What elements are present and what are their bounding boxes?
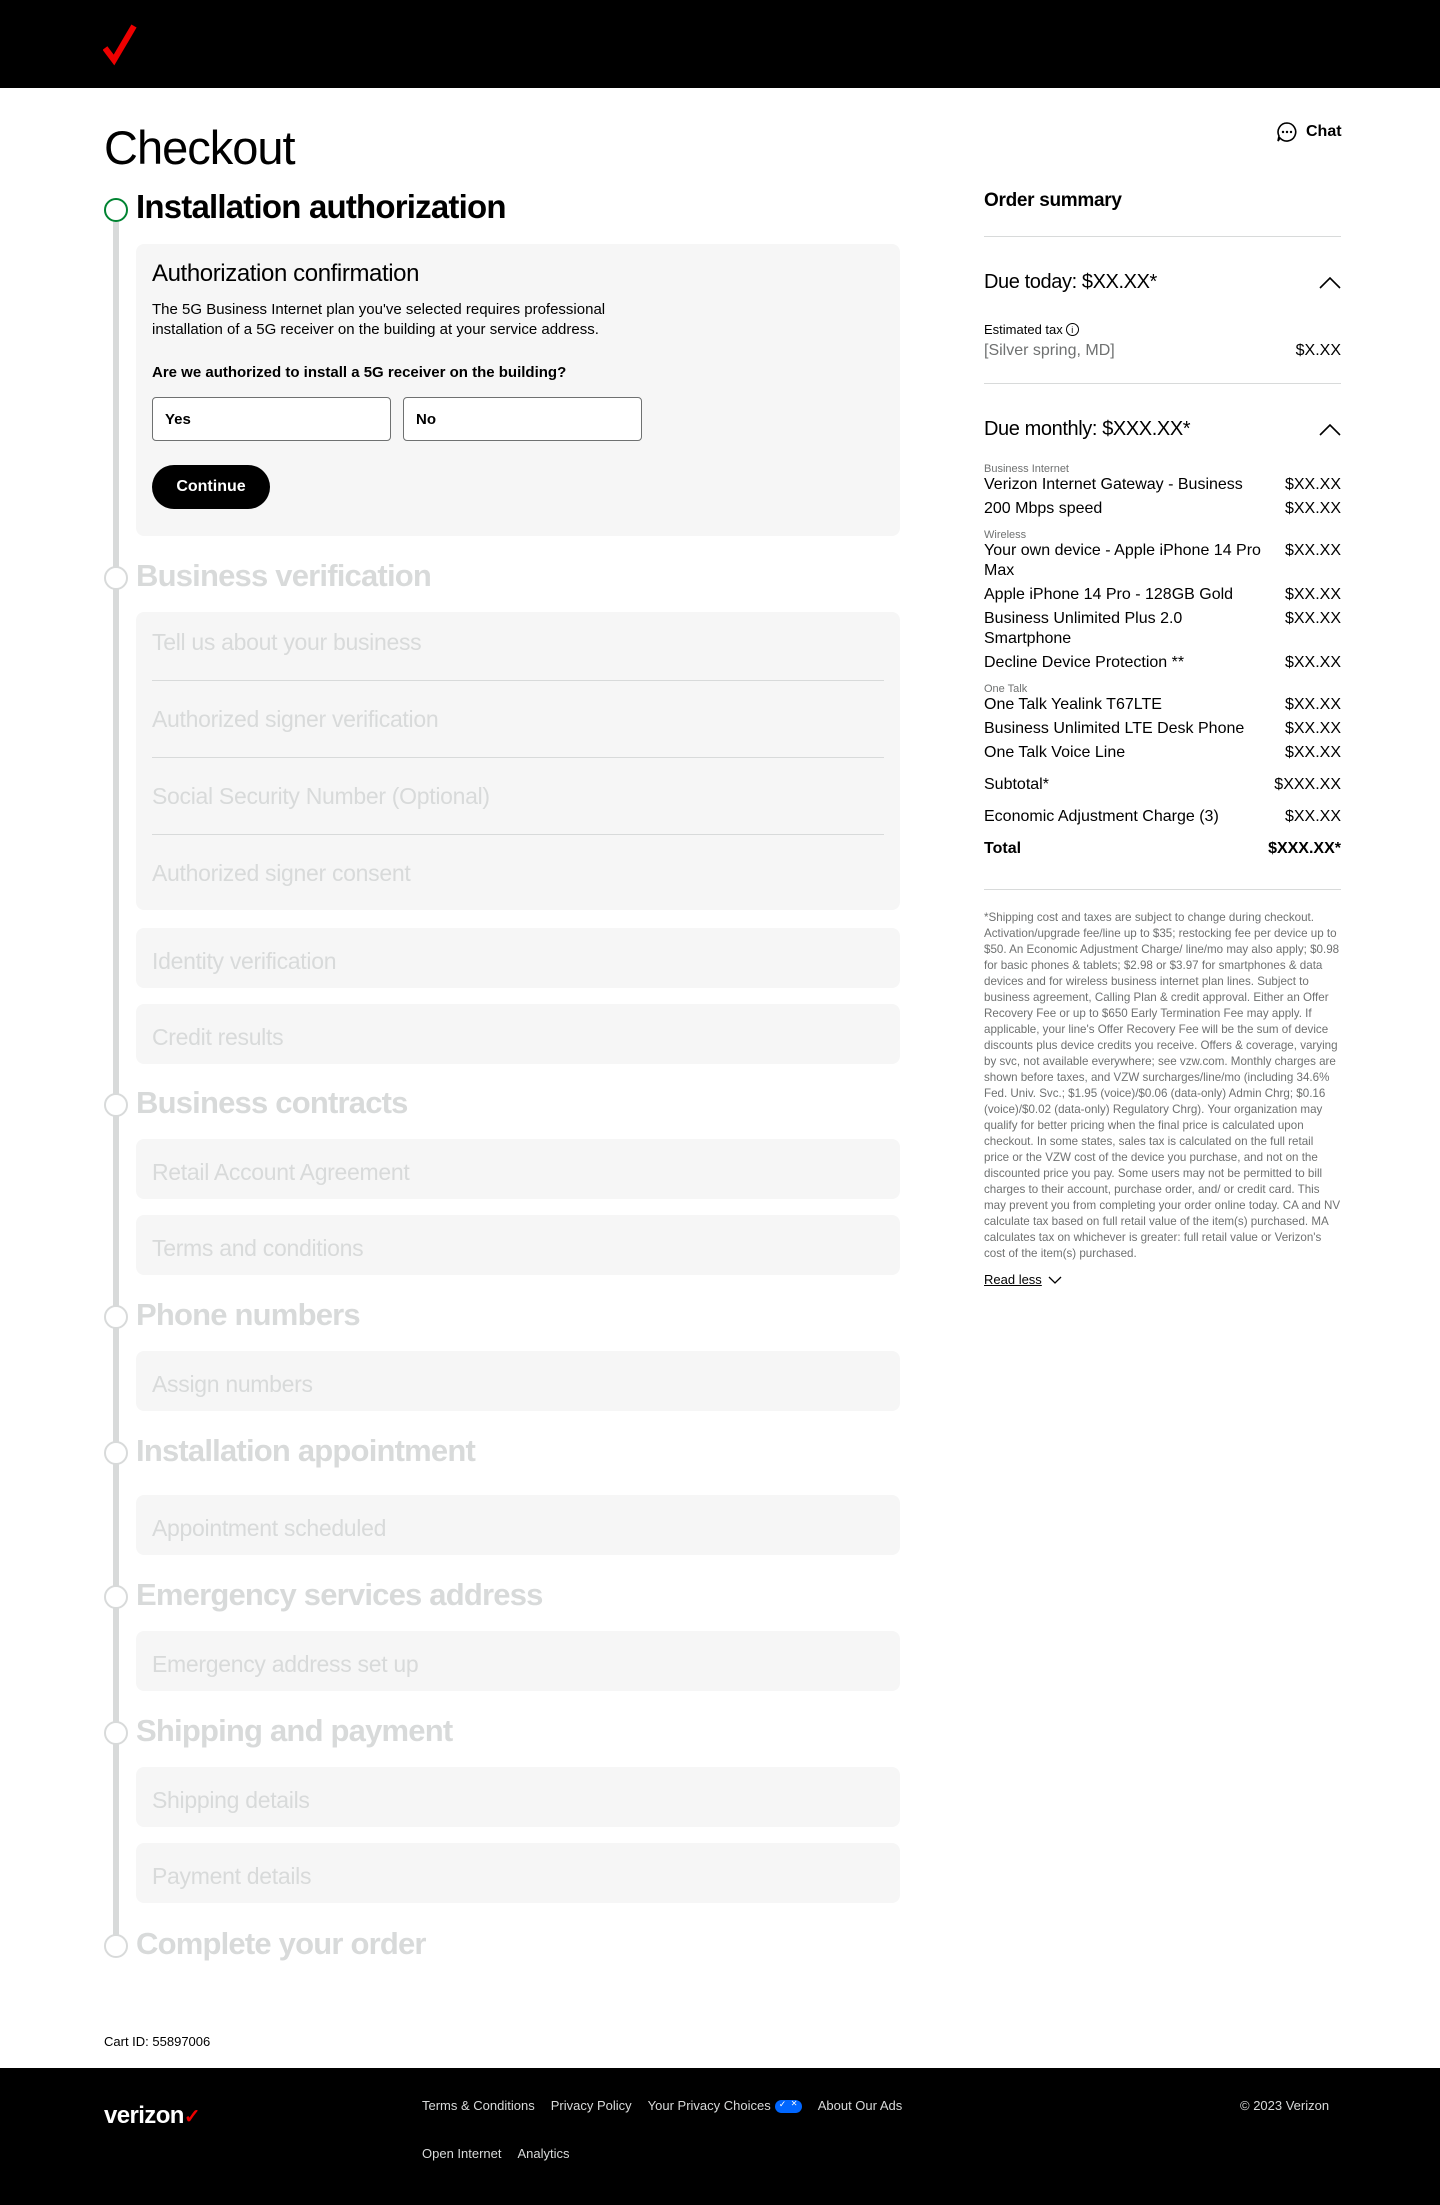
chat-label: Chat bbox=[1306, 123, 1342, 140]
divider bbox=[152, 757, 884, 758]
subtotal-row bbox=[984, 775, 1341, 795]
line-item bbox=[984, 695, 1341, 715]
group-label-wireless: Wireless bbox=[984, 529, 1027, 541]
read-less-label: Read less bbox=[984, 1272, 1042, 1287]
footer-links-row-2 bbox=[422, 2146, 570, 2161]
identity-verification-panel: Identity verification bbox=[136, 928, 900, 988]
item-price: $XX.XX bbox=[1284, 654, 1341, 671]
step-title-emergency-services-address: Emergency services address bbox=[136, 1577, 543, 1612]
line-item bbox=[984, 719, 1341, 739]
divider bbox=[984, 236, 1341, 237]
eac-row bbox=[984, 807, 1341, 827]
step-indicator-active bbox=[104, 198, 128, 222]
step-indicator bbox=[104, 1934, 128, 1958]
footer-link-about-ads[interactable]: About Our Ads bbox=[817, 2098, 903, 2113]
step-indicator bbox=[104, 1721, 128, 1745]
item-name: Apple iPhone 14 Pro - 128GB Gold bbox=[984, 586, 1234, 603]
order-summary bbox=[984, 190, 1341, 1289]
estimated-tax-text: Estimated tax bbox=[984, 322, 1063, 337]
authorization-panel bbox=[136, 244, 900, 536]
line-item bbox=[984, 609, 1341, 649]
terms-and-conditions-panel: Terms and conditions bbox=[136, 1215, 900, 1275]
group-label-business-internet: Business Internet bbox=[984, 463, 1069, 475]
step-title-shipping-and-payment: Shipping and payment bbox=[136, 1713, 453, 1748]
total-row bbox=[984, 839, 1341, 859]
monthly-items bbox=[984, 463, 1341, 859]
line-item bbox=[984, 541, 1341, 581]
privacy-choices-icon bbox=[775, 2100, 802, 2113]
eac-value: $XX.XX bbox=[1284, 808, 1341, 825]
cart-id: Cart ID: 55897006 bbox=[104, 2034, 211, 2049]
verizon-check-logo-icon[interactable] bbox=[103, 24, 137, 66]
emergency-address-panel: Emergency address set up bbox=[136, 1631, 900, 1691]
item-price: $XX.XX bbox=[1284, 720, 1341, 737]
item-name: Your own device - Apple iPhone 14 Pro Max bbox=[984, 542, 1261, 579]
shipping-details-panel: Shipping details bbox=[136, 1767, 900, 1827]
due-today-label: Due today: $XX.XX* bbox=[984, 271, 1157, 293]
privacy-choices-label: Your Privacy Choices bbox=[647, 2098, 771, 2113]
appointment-scheduled-panel: Appointment scheduled bbox=[136, 1495, 900, 1555]
item-price: $XX.XX bbox=[1284, 476, 1341, 493]
tax-location: [Silver spring, MD] bbox=[984, 342, 1115, 359]
footer-link-open-internet[interactable]: Open Internet bbox=[422, 2146, 502, 2161]
step-title-business-verification: Business verification bbox=[136, 558, 432, 593]
step-title-complete-your-order: Complete your order bbox=[136, 1926, 426, 1961]
item-price: $XX.XX bbox=[1284, 586, 1341, 603]
divider bbox=[984, 889, 1341, 890]
verizon-logo[interactable] bbox=[104, 2102, 200, 2130]
item-price: $XX.XX bbox=[1284, 610, 1341, 627]
copyright: © 2023 Verizon bbox=[1240, 2098, 1330, 2113]
tell-us-about-business-row: Tell us about your business bbox=[152, 629, 422, 655]
step-title-installation-appointment: Installation appointment bbox=[136, 1433, 476, 1468]
step-indicator bbox=[104, 1093, 128, 1117]
chevron-down-icon bbox=[1048, 1276, 1062, 1284]
subtotal-label: Subtotal* bbox=[984, 776, 1049, 793]
logo-check-icon: ✓ bbox=[183, 2106, 200, 2128]
authorization-description: The 5G Business Internet plan you've selected requires professional installation of a 5G receiver on the building at your service address. bbox=[152, 301, 606, 338]
due-monthly-label: Due monthly: $XXX.XX* bbox=[984, 418, 1191, 440]
footer-link-analytics[interactable]: Analytics bbox=[517, 2146, 570, 2161]
step-indicator bbox=[104, 1305, 128, 1329]
step-title-installation-authorization: Installation authorization bbox=[136, 188, 506, 225]
line-item bbox=[984, 475, 1341, 495]
step-title-business-contracts: Business contracts bbox=[136, 1085, 408, 1120]
item-price: $XX.XX bbox=[1284, 696, 1341, 713]
ssn-optional-row: Social Security Number (Optional) bbox=[152, 783, 490, 809]
read-less-link[interactable] bbox=[984, 1272, 1062, 1287]
tax-value: $X.XX bbox=[1295, 342, 1341, 359]
assign-numbers-panel: Assign numbers bbox=[136, 1351, 900, 1411]
retail-account-agreement-panel: Retail Account Agreement bbox=[136, 1139, 900, 1199]
legal-disclaimer: *Shipping cost and taxes are subject to change during checkout. Activation/upgrade fee/line up to $35; restocking fee per device up to $50. An Economic Adjustment Charge/ line/mo may also apply; $0.98 for basic phones & tablets; $2.98 or $3.97 for smartphones & data devices and for wireless business internet plan lines. Subject to business agreement, Calling Plan & credit approval. Either an Offer Recovery Fee or up to $650 Early Termination Fee may apply. If applicable, your line's Offer Recovery Fee will be the sum of device discounts plus device credits you receive. Offers & coverage, varying by svc, not available everywhere; see vzw.com. Monthly charges are shown before taxes, and VZW surcharges/line/mo (including 34.6% Fed. Univ. Svc.; $1.95 (voice)/$0.06 (data-only) Admin Chrg; $0.16 (voice)/$0.02 (data-only) Regulatory Chrg). Your organization may qualify for better pricing when the final price is calculated upon checkout. In some states, sales tax is calculated on the full retail price or the VZW cost of the device you purchase, and not on the discounted price you pay. Some users may not be permitted to bill charges to their account, purchase order, and/ or credit card. This may prevent you from completing your order online today. CA and NV calculate tax based on full retail value of the item(s) purchased. MA calculates tax on whichever is greater: full retail value or Verizon's cost of the item(s) purchased. bbox=[984, 911, 1341, 1260]
logo-wordmark: verizon bbox=[104, 2102, 184, 2129]
subtotal-value: $XXX.XX bbox=[1274, 776, 1341, 793]
divider bbox=[984, 383, 1341, 384]
estimated-tax-label bbox=[984, 322, 1341, 337]
line-item bbox=[984, 743, 1341, 763]
chat-bubble-icon bbox=[1276, 121, 1298, 143]
line-item bbox=[984, 585, 1341, 605]
group-label-one-talk: One Talk bbox=[984, 683, 1028, 695]
item-name: 200 Mbps speed bbox=[984, 500, 1103, 517]
chevron-up-icon bbox=[1319, 277, 1341, 289]
continue-button[interactable]: Continue bbox=[152, 465, 270, 509]
authorization-question: Are we authorized to install a 5G receiver on the building? bbox=[152, 364, 567, 381]
item-price: $XX.XX bbox=[1284, 500, 1341, 517]
order-summary-title: Order summary bbox=[984, 190, 1122, 211]
total-label: Total bbox=[984, 840, 1022, 857]
item-price: $XX.XX bbox=[1284, 542, 1341, 559]
due-today-toggle[interactable] bbox=[984, 271, 1341, 294]
eac-label: Economic Adjustment Charge (3) bbox=[984, 808, 1219, 825]
due-monthly-toggle[interactable] bbox=[984, 418, 1341, 441]
step-title-phone-numbers: Phone numbers bbox=[136, 1297, 360, 1332]
item-name: One Talk Yealink T67LTE bbox=[984, 696, 1162, 713]
footer-link-privacy-policy[interactable]: Privacy Policy bbox=[550, 2098, 632, 2113]
authorization-choices bbox=[152, 397, 884, 441]
item-name: Business Unlimited LTE Desk Phone bbox=[984, 720, 1245, 737]
total-value: $XXX.XX* bbox=[1268, 840, 1341, 857]
footer-link-privacy-choices[interactable] bbox=[648, 2098, 802, 2113]
page-title: Checkout bbox=[104, 121, 295, 174]
chevron-up-icon bbox=[1319, 424, 1341, 436]
item-name: One Talk Voice Line bbox=[984, 744, 1126, 761]
step-indicator bbox=[104, 566, 128, 590]
line-item bbox=[984, 653, 1341, 673]
authorized-signer-consent-row: Authorized signer consent bbox=[152, 860, 411, 886]
item-name: Business Unlimited Plus 2.0 Smartphone bbox=[984, 610, 1183, 647]
business-verification-panel bbox=[136, 612, 900, 910]
line-item bbox=[984, 499, 1341, 519]
footer bbox=[0, 2068, 1440, 2205]
payment-details-panel: Payment details bbox=[136, 1843, 900, 1903]
footer-link-terms[interactable]: Terms & Conditions bbox=[422, 2098, 535, 2113]
divider bbox=[152, 680, 884, 681]
step-indicator bbox=[104, 1441, 128, 1465]
yes-option[interactable]: Yes bbox=[152, 397, 391, 441]
credit-results-panel: Credit results bbox=[136, 1004, 900, 1064]
item-price: $XX.XX bbox=[1284, 744, 1341, 761]
info-icon[interactable]: i bbox=[1066, 323, 1079, 336]
step-indicator bbox=[104, 1585, 128, 1609]
authorization-confirmation-title: Authorization confirmation bbox=[152, 260, 420, 287]
chat-button[interactable] bbox=[1276, 121, 1342, 143]
item-name: Decline Device Protection ** bbox=[984, 654, 1185, 671]
progress-rail bbox=[113, 222, 119, 1940]
tax-row bbox=[984, 341, 1341, 361]
no-option[interactable]: No bbox=[403, 397, 642, 441]
footer-links-row-1 bbox=[422, 2098, 902, 2113]
divider bbox=[152, 834, 884, 835]
item-name: Verizon Internet Gateway - Business bbox=[984, 476, 1243, 493]
authorized-signer-verification-row: Authorized signer verification bbox=[152, 706, 439, 732]
top-bar bbox=[0, 0, 1440, 88]
